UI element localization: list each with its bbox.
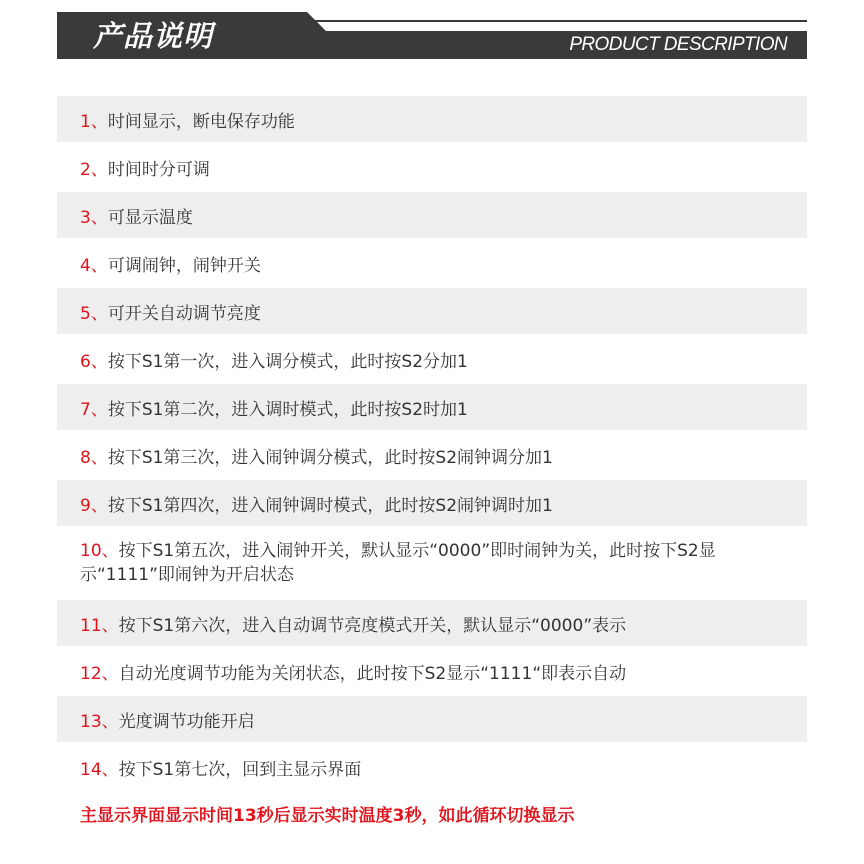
- item-number: 4、: [80, 255, 108, 276]
- list-item: [57, 648, 807, 694]
- section-title: 产品说明: [93, 19, 214, 53]
- list-item: [57, 432, 807, 478]
- header-rule: [315, 20, 807, 22]
- list-item: [57, 96, 807, 142]
- item-text: 按下S1第二次，进入调时模式，此时按S2时加1: [107, 399, 468, 420]
- item-text: 时间时分可调: [107, 159, 210, 180]
- item-number: 10、: [80, 541, 119, 561]
- item-text: 按下S1第六次，进入自动调节亮度模式开关，默认显示“0000”表示: [118, 615, 627, 636]
- item-text: 自动光度调节功能为关闭状态，此时按下S2显示“1111“即表示自动: [118, 663, 627, 684]
- item-number: 1、: [80, 111, 108, 132]
- section-header: [57, 12, 807, 59]
- item-text: 按下S1第四次，进入闹钟调时模式，此时按S2闹钟调时加1: [107, 495, 553, 516]
- item-number: 2、: [80, 159, 108, 180]
- item-text: 时间显示，断电保存功能: [107, 111, 295, 132]
- list-item: [57, 480, 807, 526]
- item-text: 按下S1第三次，进入闹钟调分模式，此时按S2闹钟调分加1: [107, 447, 553, 468]
- item-number: 8、: [80, 447, 108, 468]
- footer-note: 主显示界面显示时间13秒后显示实时温度3秒，如此循环切换显示: [80, 806, 575, 826]
- section-subtitle: PRODUCT DESCRIPTION: [569, 34, 787, 55]
- list-item: [57, 336, 807, 382]
- list-item: [57, 192, 807, 238]
- item-number: 9、: [80, 495, 108, 516]
- item-text: 可开关自动调节亮度: [107, 303, 261, 324]
- item-text: 光度调节功能开启: [118, 711, 255, 732]
- item-text: 可调闹钟，闹钟开关: [107, 255, 261, 276]
- item-number: 12、: [80, 663, 119, 684]
- item-number: 5、: [80, 303, 108, 324]
- list-item: [57, 528, 807, 598]
- item-text: 按下S1第一次，进入调分模式，此时按S2分加1: [107, 351, 468, 372]
- item-number: 14、: [80, 759, 119, 780]
- item-number: 6、: [80, 351, 108, 372]
- item-text: 按下S1第五次，进入闹钟开关，默认显示“0000”即时闹钟为关，此时按下S2显示“1111”即闹钟为开启状态: [80, 541, 716, 585]
- list-item: [57, 144, 807, 190]
- list-item: [57, 600, 807, 646]
- item-number: 7、: [80, 399, 108, 420]
- list-item: [57, 384, 807, 430]
- list-item: [57, 696, 807, 742]
- list-item: [57, 288, 807, 334]
- list-item: [57, 240, 807, 286]
- item-text: 可显示温度: [107, 207, 193, 228]
- item-number: 11、: [80, 615, 119, 636]
- item-number: 3、: [80, 207, 108, 228]
- description-list: [57, 96, 807, 792]
- list-item: [57, 744, 807, 790]
- item-number: 13、: [80, 711, 119, 732]
- item-text: 按下S1第七次，回到主显示界面: [118, 759, 362, 780]
